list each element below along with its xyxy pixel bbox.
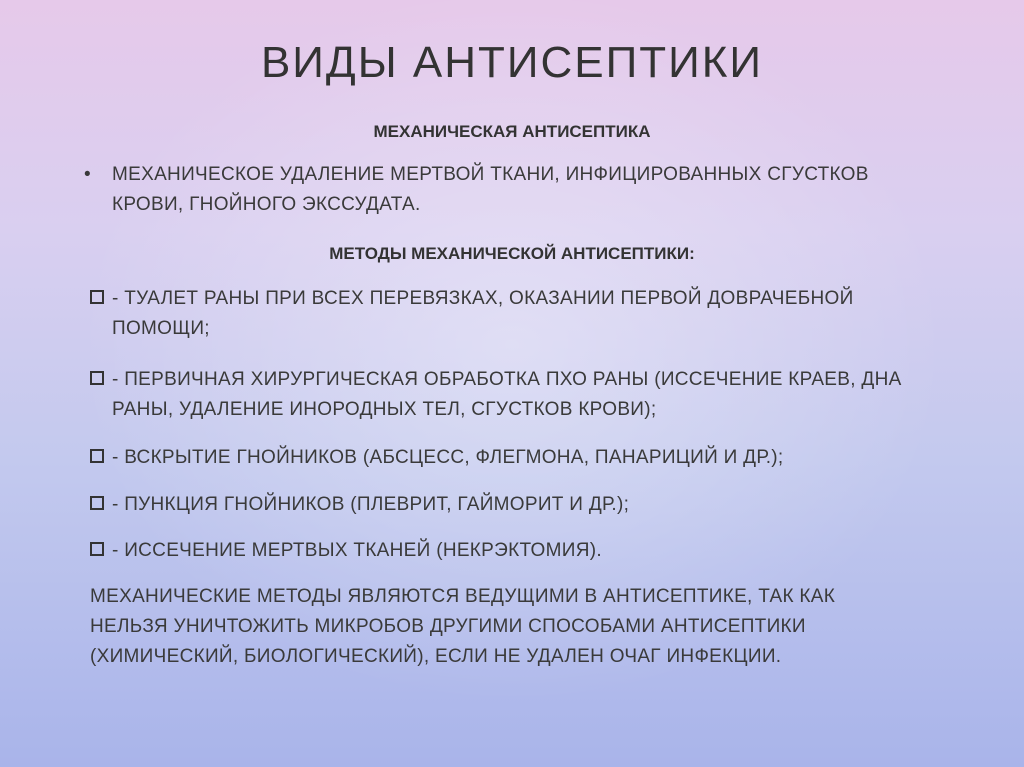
method-item-2 bbox=[90, 365, 940, 425]
checkbox-icon bbox=[90, 371, 104, 385]
checkbox-icon bbox=[90, 449, 104, 463]
conclusion-line-2: НЕЛЬЗЯ УНИЧТОЖИТЬ МИКРОБОВ ДРУГИМИ СПОСОБАМИ АНТИСЕПТИКИ bbox=[90, 616, 806, 637]
method-item-5 bbox=[90, 536, 940, 566]
method-5-line-1: - ИССЕЧЕНИЕ МЕРТВЫХ ТКАНЕЙ (НЕКРЭКТОМИЯ). bbox=[112, 540, 602, 561]
conclusion-line-3: (ХИМИЧЕСКИЙ, БИОЛОГИЧЕСКИЙ), ЕСЛИ НЕ УДАЛЕН ОЧАГ ИНФЕКЦИИ. bbox=[90, 646, 782, 667]
method-item-3 bbox=[90, 443, 940, 473]
bullet-line-2: КРОВИ, ГНОЙНОГО ЭКССУДАТА. bbox=[112, 194, 421, 215]
conclusion-line-1: МЕХАНИЧЕСКИЕ МЕТОДЫ ЯВЛЯЮТСЯ ВЕДУЩИМИ В АНТИСЕПТИКЕ, ТАК КАК bbox=[90, 586, 836, 607]
method-2-line-1: - ПЕРВИЧНАЯ ХИРУРГИЧЕСКАЯ ОБРАБОТКА ПХО РАНЫ (ИССЕЧЕНИЕ КРАЕВ, ДНА bbox=[112, 369, 902, 390]
subheading-methods: МЕТОДЫ МЕХАНИЧЕСКОЙ АНТИСЕПТИКИ: bbox=[329, 244, 695, 263]
conclusion-paragraph bbox=[90, 582, 950, 672]
subheading-mechanical-antiseptics: МЕХАНИЧЕСКАЯ АНТИСЕПТИКА bbox=[373, 122, 651, 141]
bullet-line-1: МЕХАНИЧЕСКОЕ УДАЛЕНИЕ МЕРТВОЙ ТКАНИ, ИНФИЦИРОВАННЫХ СГУСТКОВ bbox=[112, 164, 869, 185]
method-item-4 bbox=[90, 490, 940, 520]
method-1-line-1: - ТУАЛЕТ РАНЫ ПРИ ВСЕХ ПЕРЕВЯЗКАХ, ОКАЗАНИИ ПЕРВОЙ ДОВРАЧЕБНОЙ bbox=[112, 288, 854, 309]
method-2-line-2: РАНЫ, УДАЛЕНИЕ ИНОРОДНЫХ ТЕЛ, СГУСТКОВ КРОВИ); bbox=[112, 399, 657, 420]
slide-title: ВИДЫ АНТИСЕПТИКИ bbox=[260, 38, 764, 87]
checkbox-icon bbox=[90, 290, 104, 304]
method-1-line-2: ПОМОЩИ; bbox=[112, 318, 210, 339]
checkbox-icon bbox=[90, 496, 104, 510]
bullet-dot-icon: • bbox=[84, 164, 91, 185]
method-4-line-1: - ПУНКЦИЯ ГНОЙНИКОВ (ПЛЕВРИТ, ГАЙМОРИТ И ДР.); bbox=[112, 494, 630, 515]
method-3-line-1: - ВСКРЫТИЕ ГНОЙНИКОВ (АБСЦЕСС, ФЛЕГМОНА, ПАНАРИЦИЙ И ДР.); bbox=[112, 447, 784, 468]
bullet-item bbox=[84, 160, 930, 220]
checkbox-icon bbox=[90, 542, 104, 556]
method-item-1 bbox=[90, 284, 940, 344]
